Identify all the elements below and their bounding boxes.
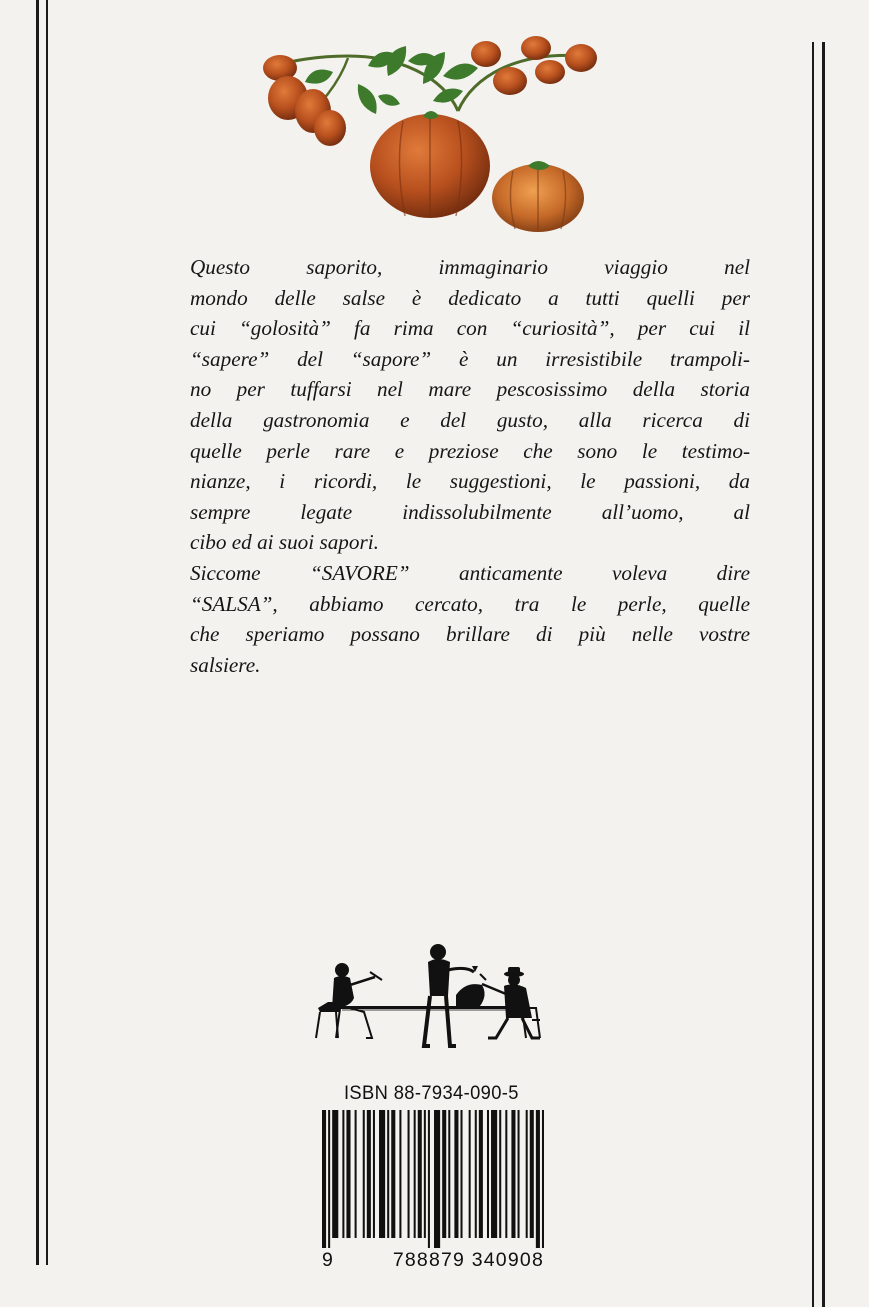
barcode-bar: [414, 1110, 416, 1238]
ean-lead-digit: 9: [322, 1249, 333, 1271]
barcode-bar: [499, 1110, 501, 1238]
barcode-bar: [526, 1110, 528, 1238]
barcode-bar: [363, 1110, 365, 1238]
barcode-bar: [448, 1110, 450, 1238]
barcode-bar: [518, 1110, 520, 1238]
barcode-bar: [505, 1110, 507, 1238]
blurb-line: cibo ed ai suoi sapori.: [190, 530, 379, 555]
isbn-label: ISBN 88-7934-090-5: [343, 1082, 519, 1104]
barcode-icon: [322, 1110, 544, 1248]
ean-digits: 788879 340908: [392, 1249, 544, 1271]
left-frame-rule-inner: [46, 0, 48, 1265]
barcode-bar: [342, 1110, 344, 1238]
blurb-line: Siccome “SAVORE” anticamente voleva dire: [190, 560, 750, 585]
barcode-bar: [424, 1110, 426, 1238]
barcode-bar: [346, 1110, 350, 1238]
barcode-bar: [469, 1110, 471, 1238]
blurb-line: “sapere” del “sapore” è un irresistibile trampoli-: [190, 346, 750, 371]
barcode-bar: [487, 1110, 489, 1238]
dinner-party-silhouette-icon: [310, 940, 550, 1055]
barcode-bar: [511, 1110, 515, 1238]
barcode-bar: [408, 1110, 410, 1238]
blurb-line: che speriamo possano brillare di più nelle vostre: [190, 622, 750, 647]
blurb-line: cui “golosità” fa rima con “curiosità”, per cui il: [190, 316, 750, 341]
blurb-line: “SALSA”, abbiamo cercato, tra le perle, quelle: [190, 591, 750, 616]
tomato-plant-icon: [258, 36, 603, 236]
barcode-bar: [428, 1110, 430, 1248]
barcode-bar: [332, 1110, 338, 1238]
blurb-line: quelle perle rare e preziose che sono le testimo-: [190, 438, 750, 463]
barcode-bar: [491, 1110, 497, 1238]
barcode-bar: [418, 1110, 422, 1238]
blurb-text: [190, 252, 750, 680]
barcode-bar: [387, 1110, 389, 1238]
right-frame-rule-outer: [822, 42, 825, 1307]
barcode-bar: [479, 1110, 483, 1238]
barcode-bar: [434, 1110, 440, 1248]
barcode-bar: [373, 1110, 375, 1238]
barcode-bar: [355, 1110, 357, 1238]
barcode-bar: [475, 1110, 477, 1238]
barcode-bar: [460, 1110, 462, 1238]
barcode-bar: [322, 1110, 326, 1248]
barcode-bar: [530, 1110, 534, 1238]
barcode-bar: [367, 1110, 371, 1238]
barcode-bar: [379, 1110, 385, 1238]
barcode-bar: [542, 1110, 544, 1248]
blurb-line: sempre legate indissolubilmente all’uomo, al: [190, 499, 750, 524]
barcode-bar: [442, 1110, 446, 1238]
left-frame-rule-outer: [36, 0, 39, 1265]
blurb-line: no per tuffarsi nel mare pescosissimo della storia: [190, 377, 750, 402]
blurb-line: Questo saporito, immaginario viaggio nel: [190, 255, 750, 279]
barcode-bar: [454, 1110, 458, 1238]
barcode-bar: [328, 1110, 330, 1248]
barcode-bar: [536, 1110, 540, 1248]
blurb-line: mondo delle salse è dedicato a tutti quelli per: [190, 285, 750, 310]
blurb-line: salsiere.: [190, 652, 261, 677]
ean-number: [322, 1249, 544, 1272]
blurb-line: della gastronomia e del gusto, alla ricerca di: [190, 407, 750, 432]
right-frame-rule-inner: [812, 42, 814, 1307]
barcode-bar: [399, 1110, 401, 1238]
blurb-line: nianze, i ricordi, le suggestioni, le passioni, da: [190, 469, 750, 494]
barcode-bar: [391, 1110, 395, 1238]
